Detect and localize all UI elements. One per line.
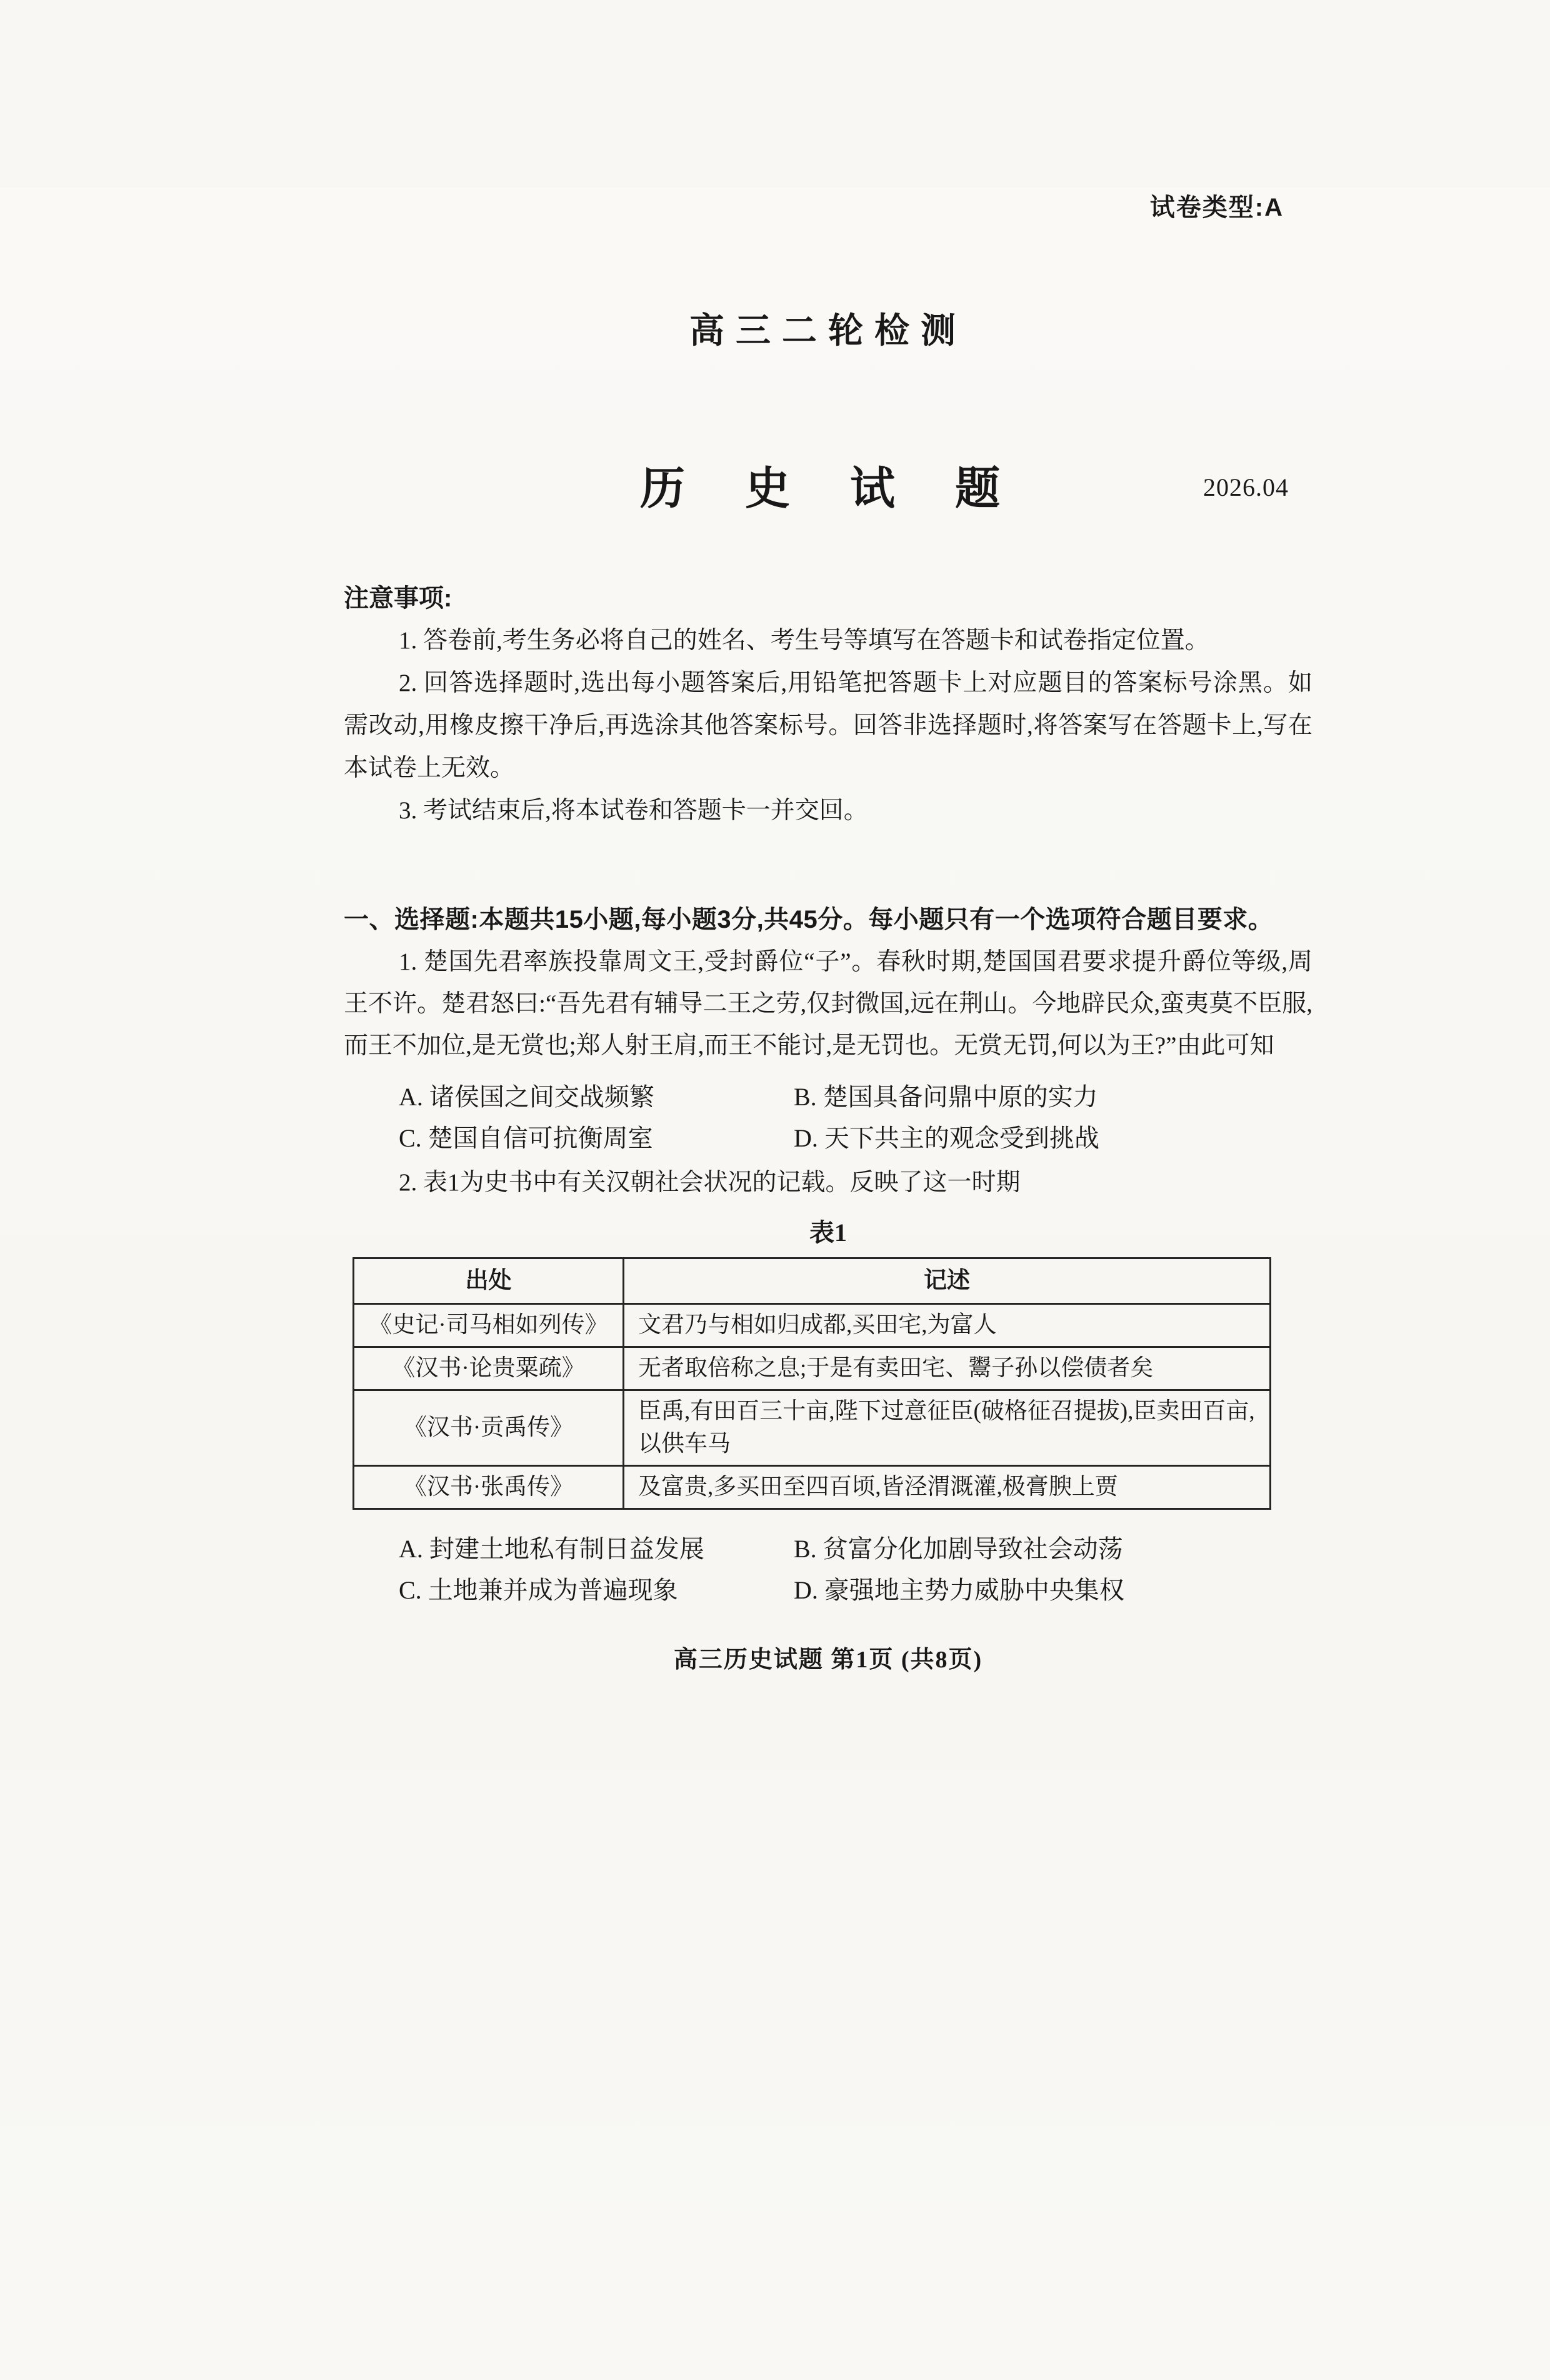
table-caption: 表1 [809, 1218, 847, 1247]
notice-item-1: 1. 答卷前,考生务必将自己的姓名、考生号等填写在答题卡和试卷指定位置。 [399, 627, 1209, 654]
q2-option-d: D. 豪强地主势力威胁中央集权 [794, 1576, 1124, 1604]
exam-subtitle: 高三二轮检测 [689, 312, 967, 351]
exam-title: 历 史 试 题 [639, 464, 1016, 514]
source-cell: 《汉书·贡禹传》 [354, 1390, 624, 1466]
table-row [354, 1347, 1271, 1390]
q1-option-c: C. 楚国自信可抗衡周室 [399, 1124, 653, 1152]
question-2-stem: 2. 表1为史书中有关汉朝社会状况的记载。反映了这一时期 [399, 1169, 1021, 1196]
q2-option-a: A. 封建土地私有制日益发展 [399, 1535, 704, 1563]
notice-item-3: 3. 考试结束后,将本试卷和答题卡一并交回。 [399, 797, 868, 824]
table-header-row [354, 1258, 1271, 1304]
table-header-record: 记述 [624, 1258, 1271, 1304]
source-record-table [352, 1257, 1271, 1510]
record-cell: 无者取倍称之息;于是有卖田宅、鬻子孙以偿债者矣 [624, 1347, 1271, 1390]
table-row [354, 1390, 1271, 1466]
q1-option-a: A. 诸侯国之间交战频繁 [399, 1083, 654, 1111]
source-cell: 《汉书·张禹传》 [354, 1466, 624, 1509]
exam-date: 2026.04 [1203, 473, 1289, 501]
q2-option-b: B. 贫富分化加剧导致社会动荡 [794, 1535, 1123, 1563]
notice-section [344, 577, 1312, 832]
exam-type-label: 试卷类型:A [1149, 194, 1284, 221]
option-row [344, 1570, 1312, 1611]
q2-option-c: C. 土地兼并成为普遍现象 [399, 1576, 678, 1604]
question-1-options [344, 1077, 1312, 1159]
page-footer: 高三历史试题 第1页 (共8页) [673, 1647, 983, 1673]
option-row [344, 1118, 1312, 1159]
section-heading: 一、选择题:本题共15小题,每小题3分,共45分。每小题只有一个选项符合题目要求。 [344, 906, 1274, 933]
record-cell: 及富贵,多买田至四百顷,皆泾渭溉灌,极膏腴上贾 [624, 1466, 1271, 1509]
exam-paper-page [0, 188, 1550, 2380]
title-row [344, 452, 1312, 514]
record-cell: 臣禹,有田百三十亩,陛下过意征臣(破格征召提拔),臣卖田百亩,以供车马 [624, 1390, 1271, 1466]
q1-option-b: B. 楚国具备问鼎中原的实力 [794, 1083, 1098, 1111]
q1-option-d: D. 天下共主的观念受到挑战 [794, 1124, 1099, 1152]
question-1-stem: 1. 楚国先君率族投靠周文王,受封爵位“子”。春秋时期,楚国国君要求提升爵位等级,周王不许。楚君怒曰:“吾先君有辅导二王之劳,仅封微国,远在荆山。今地辟民众,蛮夷莫不臣服,而王不加位,是无赏也;郑人射王肩,而王不能讨,是无罚也。无赏无罚,何以为王?”由此可知 [344, 948, 1312, 1059]
source-cell: 《史记·司马相如列传》 [354, 1304, 624, 1347]
option-row [344, 1077, 1312, 1118]
notice-item-2: 2. 回答选择题时,选出每小题答案后,用铅笔把答题卡上对应题目的答案标号涂黑。如需改动,用橡皮擦干净后,再选涂其他答案标号。回答非选择题时,将答案写在答题卡上,写在本试卷上无效。 [344, 670, 1312, 781]
table-row [354, 1466, 1271, 1509]
notice-heading: 注意事项: [344, 585, 452, 612]
option-row [344, 1529, 1312, 1570]
source-cell: 《汉书·论贵粟疏》 [354, 1347, 624, 1390]
record-cell: 文君乃与相如归成都,买田宅,为富人 [624, 1304, 1271, 1347]
table-row [354, 1304, 1271, 1347]
table-header-source: 出处 [354, 1258, 624, 1304]
question-2-options [344, 1529, 1312, 1611]
